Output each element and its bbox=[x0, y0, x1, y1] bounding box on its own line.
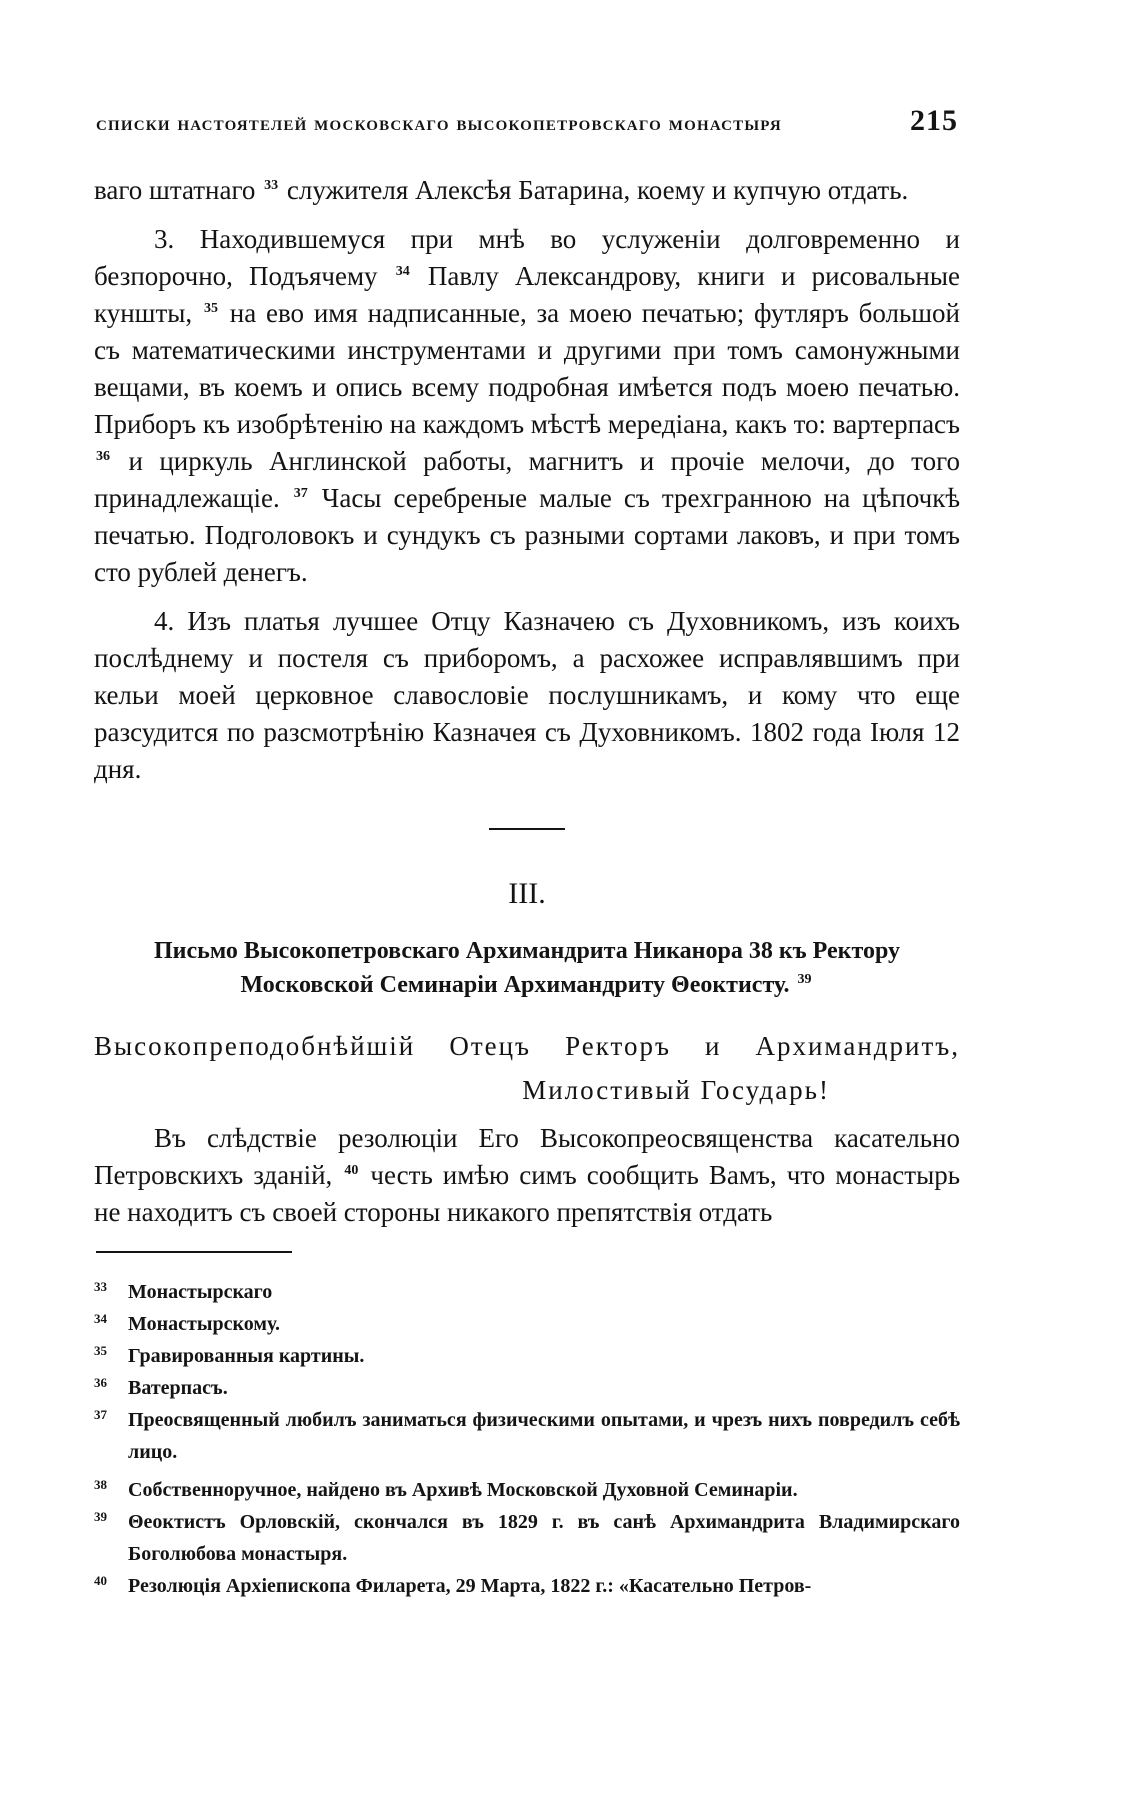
footnote bbox=[94, 1372, 960, 1404]
paragraph-text: 3. Находившемуся при мнѣ во услуженіи долговременно и безпорочно, Подъячему bbox=[94, 224, 960, 291]
footnote-text: Ватерпасъ. bbox=[128, 1377, 228, 1399]
paragraph-text: ваго штатнаго bbox=[94, 175, 256, 205]
paragraph-text: Часы серебреные малые съ трехгранною на цѣпочкѣ печатью. Подголовокъ и сундукъ съ разными сортами лаковъ, и при томъ сто рублей денегъ. bbox=[94, 483, 960, 587]
letter-title bbox=[94, 934, 960, 1002]
salutation-word: Ректоръ bbox=[565, 1031, 671, 1061]
letter-title-text: Письмо Высокопетровскаго Архимандрита Никанора 38 къ Ректору Московской Семинаріи Архимандриту Θеоктисту. bbox=[154, 938, 900, 998]
paragraph-text: Въ слѣдствіе резолюціи Его Высокопреосвященства касательно Петровскихъ зданій, bbox=[94, 1123, 960, 1190]
footnote bbox=[94, 1308, 960, 1340]
footnote-ref: 34 bbox=[395, 264, 410, 279]
paragraph-item-3 bbox=[94, 221, 960, 591]
footnotes bbox=[94, 1276, 960, 1602]
footnote-text: Монастырскому. bbox=[128, 1313, 280, 1335]
footnote-mark: 35 bbox=[94, 1343, 107, 1358]
page-body bbox=[94, 172, 960, 1231]
footnote-rule bbox=[96, 1251, 292, 1253]
salutation-line-1 bbox=[94, 1024, 960, 1068]
running-header bbox=[96, 104, 958, 144]
footnote bbox=[94, 1340, 960, 1372]
salutation-word: Высокопреподобнѣйшій bbox=[94, 1031, 416, 1061]
footnote-mark: 36 bbox=[94, 1375, 107, 1390]
footnote-ref: 36 bbox=[96, 449, 110, 464]
footnote bbox=[94, 1404, 960, 1468]
footnote-text: Собственноручное, найдено въ Архивѣ Московской Духовной Семинаріи. bbox=[128, 1479, 798, 1501]
footnote-ref: 39 bbox=[797, 972, 812, 987]
footnote bbox=[94, 1474, 960, 1506]
paragraph-text: и циркуль Англинской работы, магнитъ и прочіе мелочи, до того принадлежащіе. bbox=[94, 446, 961, 513]
footnote-ref: 35 bbox=[203, 301, 218, 316]
salutation-word: Отецъ bbox=[449, 1031, 532, 1061]
footnote-text: Θеоктистъ Орловскій, скончался въ 1829 г. въ санѣ Архимандрита Владимирскаго Боголюбова монастыря. bbox=[128, 1511, 960, 1565]
footnote-mark: 39 bbox=[94, 1509, 107, 1524]
footnote-text: Монастырскаго bbox=[128, 1281, 273, 1303]
footnote-mark: 37 bbox=[94, 1407, 107, 1422]
footnote-text: Преосвященный любилъ заниматься физическими опытами, и чрезъ нихъ повредилъ себѣ лицо. bbox=[128, 1409, 960, 1463]
paragraph-text: честь имѣю симъ сообщить Вамъ, что монастырь не находитъ съ своей стороны никакого препятствія отдать bbox=[94, 1160, 961, 1227]
footnote bbox=[94, 1570, 960, 1602]
paragraph-item-4: 4. Изъ платья лучшее Отцу Казначею съ Духовникомъ, изъ коихъ послѣднему и постеля съ приборомъ, а расхожее исправлявшимъ при кельи моей церковное славословіе послушникамъ, и кому что еще разсудится по разсмотрѣнію Казначея съ Духовникомъ. 1802 года Іюля 12 дня. bbox=[94, 606, 960, 784]
page-number: 215 bbox=[910, 104, 958, 137]
footnote-text: Резолюція Архіепископа Филарета, 29 Марта, 1822 г.: «Касательно Петров- bbox=[128, 1575, 812, 1597]
footnote-mark: 33 bbox=[94, 1279, 107, 1294]
running-title: списки настоятелей московскаго высокопетровскаго монастыря bbox=[96, 110, 782, 135]
salutation-word: и bbox=[704, 1031, 722, 1061]
paragraph-text: Павлу Александрову, книги и рисовальные куншты, bbox=[94, 261, 960, 328]
footnote bbox=[94, 1506, 960, 1570]
salutation-line-2: Милостивый Государь! bbox=[522, 1075, 830, 1105]
footnote bbox=[94, 1276, 960, 1308]
footnote-text: Гравированныя картины. bbox=[128, 1345, 365, 1367]
letter-body bbox=[94, 1120, 960, 1231]
footnote-ref: 33 bbox=[264, 178, 279, 193]
salutation bbox=[94, 1024, 960, 1112]
paragraph-text: служителя Алексѣя Батарина, коему и купчую отдать. bbox=[286, 175, 909, 205]
footnote-ref: 37 bbox=[293, 486, 308, 501]
footnote-ref: 40 bbox=[344, 1163, 359, 1178]
paragraph-text: на ево имя надписанные, за моею печатью; футляръ большой съ математическими инструментами и другими при томъ самонужными вещами, въ коемъ и опись всему подробная имѣется подъ моею печатью. Приборъ къ изобрѣтенію на каждомъ мѣстѣ мередіана, какъ то: вартерпасъ bbox=[94, 298, 961, 439]
footnote-mark: 34 bbox=[94, 1311, 107, 1326]
footnote-mark: 38 bbox=[94, 1477, 107, 1492]
footnote-mark: 40 bbox=[94, 1573, 107, 1588]
section-divider bbox=[489, 828, 565, 830]
section-number: III. bbox=[508, 877, 546, 910]
salutation-word: Архимандритъ, bbox=[755, 1031, 960, 1061]
paragraph-continued bbox=[94, 172, 960, 209]
